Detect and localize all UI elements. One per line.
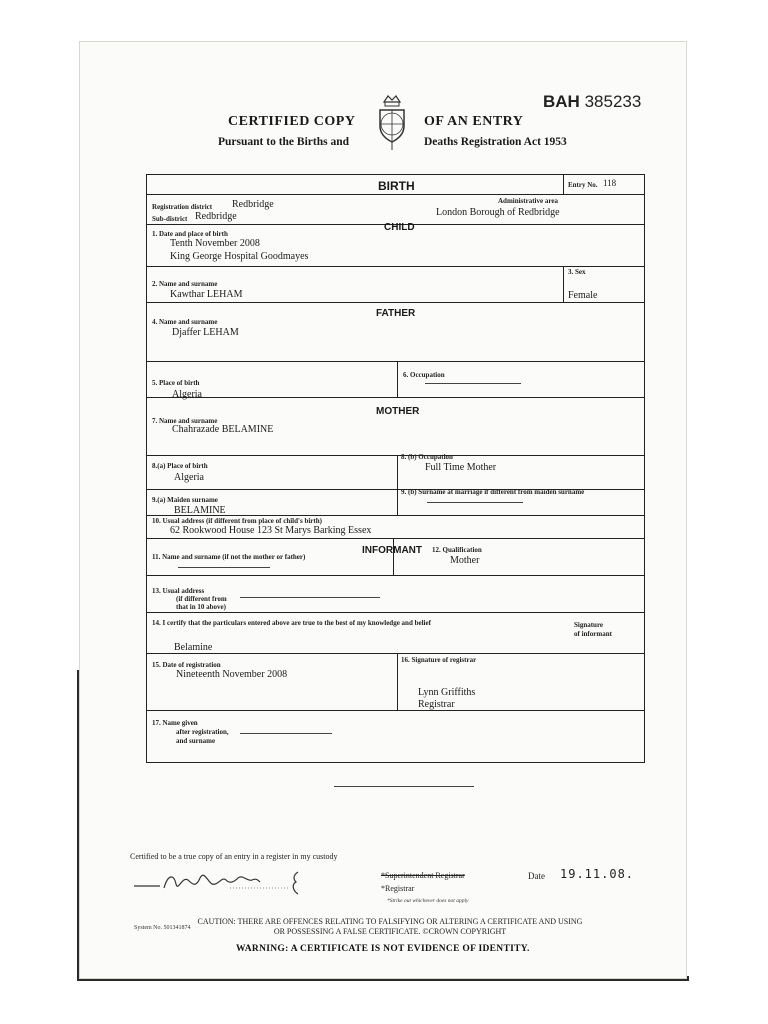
section-birth: BIRTH — [378, 179, 415, 193]
field-2-label: 2. Name and surname — [152, 280, 218, 288]
registrar-title: Registrar — [418, 699, 455, 710]
date-label: Date — [528, 871, 545, 881]
field-10-label: 10. Usual address (if different from place of child's birth) — [152, 517, 322, 525]
field-13-label-2: (if different from — [176, 595, 227, 603]
entry-no: 118 — [603, 178, 617, 188]
admin-area-label: Administrative area — [498, 197, 558, 205]
section-informant: INFORMANT — [362, 545, 422, 556]
section-mother: MOTHER — [376, 406, 420, 417]
royal-crest-icon — [372, 92, 412, 152]
father-place-of-birth: Algeria — [172, 389, 202, 400]
registration-district: Redbridge — [232, 199, 274, 210]
mother-place-of-birth: Algeria — [174, 472, 204, 483]
field-5-label: 5. Place of birth — [152, 379, 200, 387]
signature-informant-label-2: of informant — [574, 630, 612, 638]
date-of-birth: Tenth November 2008 — [170, 238, 260, 249]
subtitle-left: Pursuant to the Births and — [218, 136, 349, 148]
name-after-registration-line — [240, 733, 332, 734]
mother-name: Chahrazade BELAMINE — [172, 424, 274, 435]
title-certified-copy: CERTIFIED COPY — [228, 114, 356, 129]
strike-note: *Strike out whichever does not apply — [387, 898, 469, 904]
certifying-signature — [130, 866, 300, 896]
informant-signature: Belamine — [174, 642, 213, 653]
field-9a-label: 9.(a) Maiden surname — [152, 496, 218, 504]
informant-name-line — [178, 567, 270, 568]
certified-text: Certified to be a true copy of an entry in a register in my custody — [130, 852, 338, 861]
superintendent-registrar: *Superintendent Registrar — [381, 871, 465, 880]
date-value: 19.11.08. — [560, 867, 635, 881]
sub-district: Redbridge — [195, 211, 237, 222]
sub-district-label: Sub-district — [152, 215, 188, 223]
caution-line-2: OR POSSESSING A FALSE CERTIFICATE. ©CROWN COPYRIGHT — [273, 927, 507, 936]
serial-prefix: BAH — [543, 92, 580, 111]
field-3-label: 3. Sex — [568, 268, 586, 276]
registrar-option: *Registrar — [381, 884, 415, 893]
field-9b-label: 9. (b) Surname at marriage if different from maiden surname — [401, 488, 585, 496]
field-17-label-3: and surname — [176, 737, 216, 745]
admin-area: London Borough of Redbridge — [436, 207, 560, 218]
mother-occupation: Full Time Mother — [425, 462, 497, 473]
informant-address-line — [240, 597, 380, 598]
field-1-label: 1. Date and place of birth — [152, 230, 228, 238]
usual-address: 62 Rookwood House 123 St Marys Barking Essex — [170, 525, 372, 536]
entry-no-label: Entry No. — [568, 181, 598, 189]
form-end-rule — [334, 786, 474, 787]
father-name: Djaffer LEHAM — [172, 327, 239, 338]
father-occupation-line — [425, 383, 521, 384]
place-of-birth: King George Hospital Goodmayes — [170, 251, 309, 262]
field-8a-label: 8.(a) Place of birth — [152, 462, 208, 470]
field-13-label-1: 13. Usual address — [152, 587, 205, 595]
field-8b-label: 8. (b) Occupation — [401, 453, 453, 461]
field-7-label: 7. Name and surname — [152, 417, 218, 425]
field-15-label: 15. Date of registration — [152, 661, 221, 669]
field-17-label-2: after registration, — [176, 728, 229, 736]
mother-maiden-surname: BELAMINE — [174, 505, 226, 516]
serial-digits: 385233 — [584, 92, 642, 111]
section-father: FATHER — [376, 308, 416, 319]
field-13-label-3: that in 10 above) — [176, 603, 226, 611]
child-sex: Female — [568, 290, 598, 301]
informant-qualification: Mother — [450, 555, 480, 566]
signature-informant-label-1: Signature — [574, 621, 604, 629]
field-16-label: 16. Signature of registrar — [401, 656, 477, 664]
field-14-label: 14. I certify that the particulars entered above are true to the best of my knowledge and belief — [152, 619, 431, 627]
field-6-label: 6. Occupation — [403, 371, 445, 379]
registrar-name: Lynn Griffiths — [418, 687, 476, 698]
subtitle-right: Deaths Registration Act 1953 — [424, 136, 567, 148]
field-11-label: 11. Name and surname (if not the mother or father) — [152, 553, 306, 561]
section-child: CHILD — [384, 222, 415, 233]
identity-warning: WARNING: A CERTIFICATE IS NOT EVIDENCE OF IDENTITY. — [236, 944, 530, 954]
title-of-an-entry: OF AN ENTRY — [424, 114, 524, 129]
field-17-label-1: 17. Name given — [152, 719, 198, 727]
field-4-label: 4. Name and surname — [152, 318, 218, 326]
surname-at-marriage-line — [427, 502, 523, 503]
child-name: Kawthar LEHAM — [170, 289, 243, 300]
caution-line-1: CAUTION: THERE ARE OFFENCES RELATING TO FALSIFYING OR ALTERING A CERTIFICATE AND USING — [197, 917, 583, 926]
date-of-registration: Nineteenth November 2008 — [176, 669, 288, 680]
system-number: System No. 501341874 — [134, 925, 191, 931]
field-12-label: 12. Qualification — [432, 546, 482, 554]
serial-number — [543, 92, 641, 112]
registration-district-label: Registration district — [152, 203, 213, 211]
